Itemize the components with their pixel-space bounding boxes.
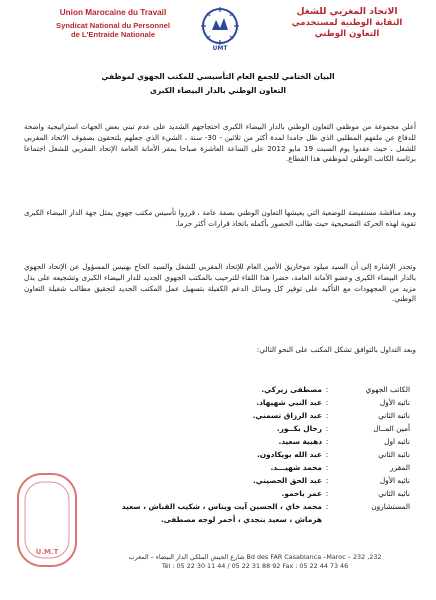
union-stamp-icon [6,470,80,572]
roster-colon: : [325,437,329,446]
syndicate-name-arabic-line-1: النقابة الوطنية لمستخدمي [291,18,403,28]
roster-colon: : [325,424,329,433]
stamp-text: U.M.T [35,548,59,556]
roster-member-name: محمد خاي ، الحسين آيت ويناس ، شكيب القباش ، سعيد [121,502,322,511]
statement-title-line-2: التعاون الوطني بالدار البيضاء الكبرى [149,86,287,95]
logo-text: UMT [212,45,228,52]
roster-role: المستشارون [371,502,410,511]
roster-row [70,500,410,513]
roster-row [70,396,410,409]
statement-title-line-1: البيان الختامي للجمع العام التأسيسي للمكتب الجهوي لموظفي [101,72,335,81]
roster-member-name: دهبية سعيد. [278,437,322,446]
footer-contact [80,553,430,571]
roster-colon: : [325,502,329,511]
paragraph-committee-intro: وبعد التداول بالتوافق تشكل المكتب على النحو التالي: [256,345,416,354]
roster-row [70,448,410,461]
roster-role: نائبه الثاني [378,411,410,420]
roster-colon: : [325,398,329,407]
roster-row [70,422,410,435]
roster-role: نائبه الثاني [378,450,410,459]
roster-row [70,435,410,448]
union-name-french: Union Marocaine du Travail [59,8,167,17]
roster-colon: : [325,411,329,420]
roster-row [70,474,410,487]
roster-colon: : [325,463,329,472]
roster-role: الكاتب الجهوي [365,385,410,394]
roster-role: نائبه اول [384,437,410,446]
roster-row [70,409,410,422]
paragraph-attendance: وتجدر الإشارة إلى أن السيد ميلود موخاريق الأمين العام للإتحاد المغربي للشغل والسيد الحاج بهنيس المسؤول عن الإتحاد الجهوي بالدار البيضاء الكبرى وعضو الأمانة العامة، حضرا هذا اللقاء للترحيب بالمكتب الجهوي الجديد للدار البيضاء الكبرى وتشجيعه على بذل مزيد من المجهودات مع التأكيد على توفير كل وسائل الدعم الكفيلة بتسهيل عمل المكتب الجديد لتحقيق مطالب شغيلة التعاون الوطني. [24,262,416,304]
roster-member-name: مصطفى زيركي. [261,385,322,394]
roster-member-name: محمد شهيـــد. [270,463,322,472]
roster-member-name: هرماش ، سعيد بنجدي ، أحمر لوجه مصطفى. [160,515,322,524]
roster-member-name: عبد الرزاق تسمني. [252,411,322,420]
roster-role: نائبه الأول [379,476,410,485]
syndicate-name-arabic-line-2: التعاون الوطني [314,29,380,39]
syndicate-name-french-line-1: Syndicat National du Personnel [56,21,170,30]
roster-role: نائبه الأول [379,398,410,407]
letterhead-arabic [272,6,422,40]
paragraph-founding-meeting: أعلن مجموعة من موظفي التعاون الوطني بالدار البيضاء الكبرى احتجاجهم الشديد على عدم تبني بعض الجهات استراتيجية واضحة للدفاع عن ملفهم المطلبي الذي ظل جامدا لمدة أكثر من ثلاثين - 30- سنة ، الشيء الذي جعلهم يلتحقون بصفوف الاتحاد المغربي للشغل ، حيث عقدوا يوم السبت 19 مايو 2012 على الساعة العاشرة صباحا بمقر الأمانة العامة الإتحاد المغربي للشغل اجتماعا برئاسة الكاتب الوطني لموظفي هذا القطاع. [24,122,416,164]
roster-colon: : [325,385,329,394]
roster-row [70,461,410,474]
roster-role: المقرر [390,463,410,472]
committee-roster [70,383,410,526]
roster-row [70,513,410,526]
roster-role: نائبه الثاني [378,489,410,498]
roster-colon: : [325,476,329,485]
roster-member-name: رحال بكــور. [276,424,322,433]
paragraph-decision: وبعد مناقشة مستفيضة للوضعية التي يعيشها التعاون الوطني بصفة عامة ، قرروا تأسيس مكتب جهوي يمثل جهة الدار البيضاء الكبرى تقوية لهذه الحركة التصحيحية حيث طالب الحضور بأكمله باتخاذ قرارات أكثر حزما. [24,208,416,228]
letterhead-french [38,8,188,39]
roster-member-name: عبد الله بويكادون. [256,450,322,459]
umt-emblem-icon [198,4,242,52]
roster-row [70,383,410,396]
roster-row [70,487,410,500]
roster-colon: : [325,489,329,498]
syndicate-name-french-line-2: de L'Entraide Nationale [70,30,156,39]
roster-colon: : [325,450,329,459]
footer-address: 232, Bd des FAR Casablanca –Maroc – 232 شارع الجيش الملكي الدار البيضاء – المغرب [128,553,382,561]
union-name-arabic: الاتحاد المغربي للشغل [296,6,398,17]
footer-phones: Tél : 05 22 30 11 44 / 05 22 31 88 92 Fax : 05 22 44 73 46 [161,562,349,570]
roster-member-name: عبد النبي شهيهاد. [256,398,322,407]
roster-member-name: عمر باحمو. [281,489,322,498]
roster-member-name: عبد الحق الحصيني. [252,476,322,485]
roster-role: أمين المــال [373,424,410,433]
